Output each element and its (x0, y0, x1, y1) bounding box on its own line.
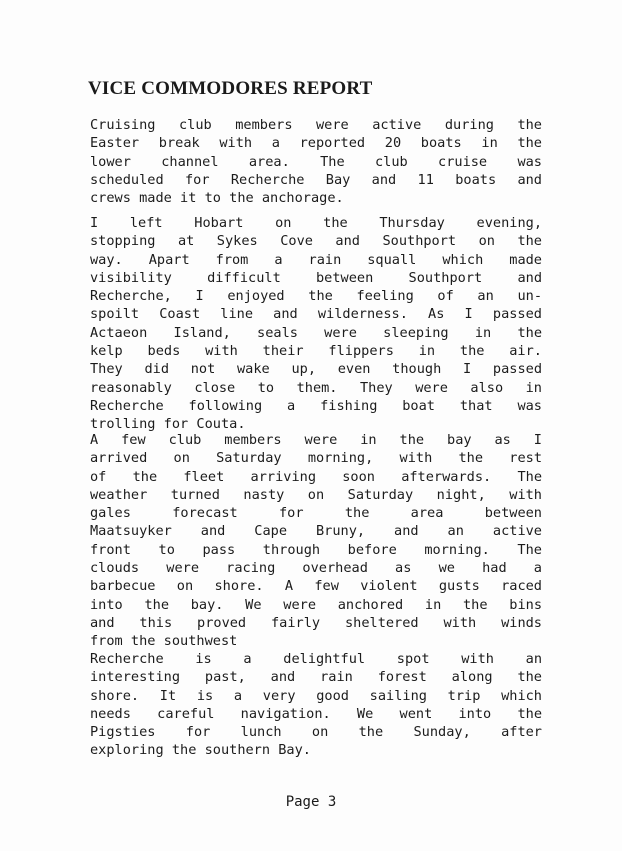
text-line: from the southwest (90, 633, 238, 650)
text-line: visibility difficult between Southport and (90, 269, 542, 286)
text-line: weather turned nasty on Saturday night, with (90, 486, 542, 503)
report-title: VICE COMMODORES REPORT (88, 78, 373, 99)
text-line: crews made it to the anchorage. (90, 190, 344, 207)
text-line: kelp beds with their flippers in the air. (90, 343, 542, 360)
text-line: Recherche following a fishing boat that was (90, 397, 542, 414)
text-line: front to pass through before morning. The (90, 541, 542, 558)
text-line: needs careful navigation. We went into the (90, 705, 542, 722)
text-line: gales forecast for the area between (90, 505, 542, 522)
paragraph-saturday-weather (90, 431, 542, 651)
text-line: and this proved fairly sheltered with winds (90, 614, 542, 631)
text-line: barbecue on shore. A few violent gusts raced (90, 578, 542, 595)
text-line: arrived on Saturday morning, with the rest (90, 450, 542, 467)
page-number: Page 3 (285, 794, 337, 810)
text-line: way. Apart from a rain squall which made (90, 251, 542, 268)
text-line: Easter break with a reported 20 boats in the (90, 135, 542, 152)
text-line: stopping at Sykes Cove and Southport on the (90, 233, 542, 250)
text-line: clouds were racing overhead as we had a (90, 560, 542, 577)
text-line: Actaeon Island, seals were sleeping in the (90, 324, 542, 341)
text-line: lower channel area. The club cruise was (90, 153, 542, 170)
text-line: Pigsties for lunch on the Sunday, after (90, 724, 542, 741)
text-line: I left Hobart on the Thursday evening, (90, 215, 542, 231)
text-line: of the fleet arriving soon afterwards. The (90, 468, 542, 485)
text-line: interesting past, and rain forest along the (90, 669, 542, 686)
text-line: into the bay. We were anchored in the bins (90, 596, 542, 613)
text-line: Recherche, I enjoyed the feeling of an un- (90, 288, 542, 305)
text-line: trolling for Couta. (90, 416, 246, 433)
text-line: A few club members were in the bay as I (90, 432, 542, 448)
text-line: Maatsuyker and Cape Bruny, and an active (90, 523, 542, 540)
paragraph-club-cruise (90, 116, 542, 207)
text-line: scheduled for Recherche Bay and 11 boats and (90, 171, 542, 188)
text-line: exploring the southern Bay. (90, 742, 311, 759)
paragraph-recherche (90, 650, 542, 760)
text-line: They did not wake up, even though I passed (90, 361, 542, 378)
text-line: shore. It is a very good sailing trip which (90, 687, 542, 704)
text-line: Cruising club members were active during the (90, 117, 542, 133)
text-line: Recherche is a delightful spot with an (90, 651, 542, 667)
text-line: spoilt Coast line and wilderness. As I passed (90, 306, 542, 323)
paragraph-hobart-trip (90, 214, 542, 434)
text-line: reasonably close to them. They were also in (90, 379, 542, 396)
